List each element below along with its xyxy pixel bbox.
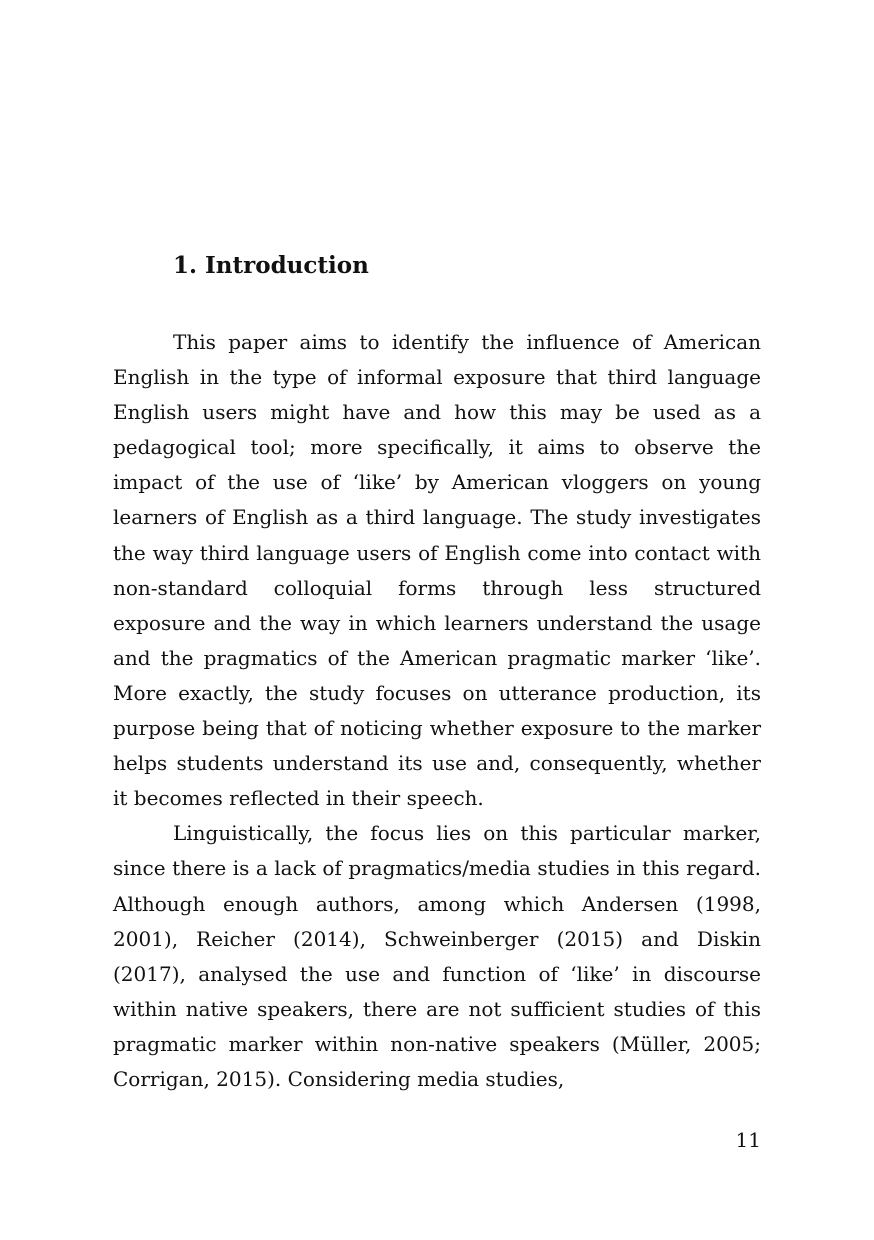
body-text bbox=[113, 325, 761, 1097]
paragraph-1: This paper aims to identify the influence of American English in the type of informal exposure that third language English users might have and how this may be used as a pedagogical tool; more specifically, it aims to observe the impact of the use of ‘like’ by American vloggers on young learners of English as a third language. The study investigates the way third language users of English come into contact with non-standard colloquial forms through less structured exposure and the way in which learners understand the usage and the pragmatics of the American pragmatic marker ‘like’. More exactly, the study focuses on utterance production, its purpose being that of noticing whether exposure to the marker helps students understand its use and, consequently, whether it becomes reflected in their speech. bbox=[113, 330, 761, 811]
section-heading: 1. Introduction bbox=[173, 252, 369, 279]
page-number: 11 bbox=[735, 1128, 761, 1152]
paragraph-2: Linguistically, the focus lies on this particular marker, since there is a lack of pragmatics/media studies in this regard. Although enough authors, among which Andersen (1998, 2001), Reicher (2014), Schweinberger (2015) and Diskin (2017), analysed the use and function of ‘like’ in discourse within native speakers, there are not sufficient studies of this pragmatic marker within non-native speakers (Müller, 2005; Corrigan, 2015). Considering media studies, bbox=[113, 821, 761, 1091]
